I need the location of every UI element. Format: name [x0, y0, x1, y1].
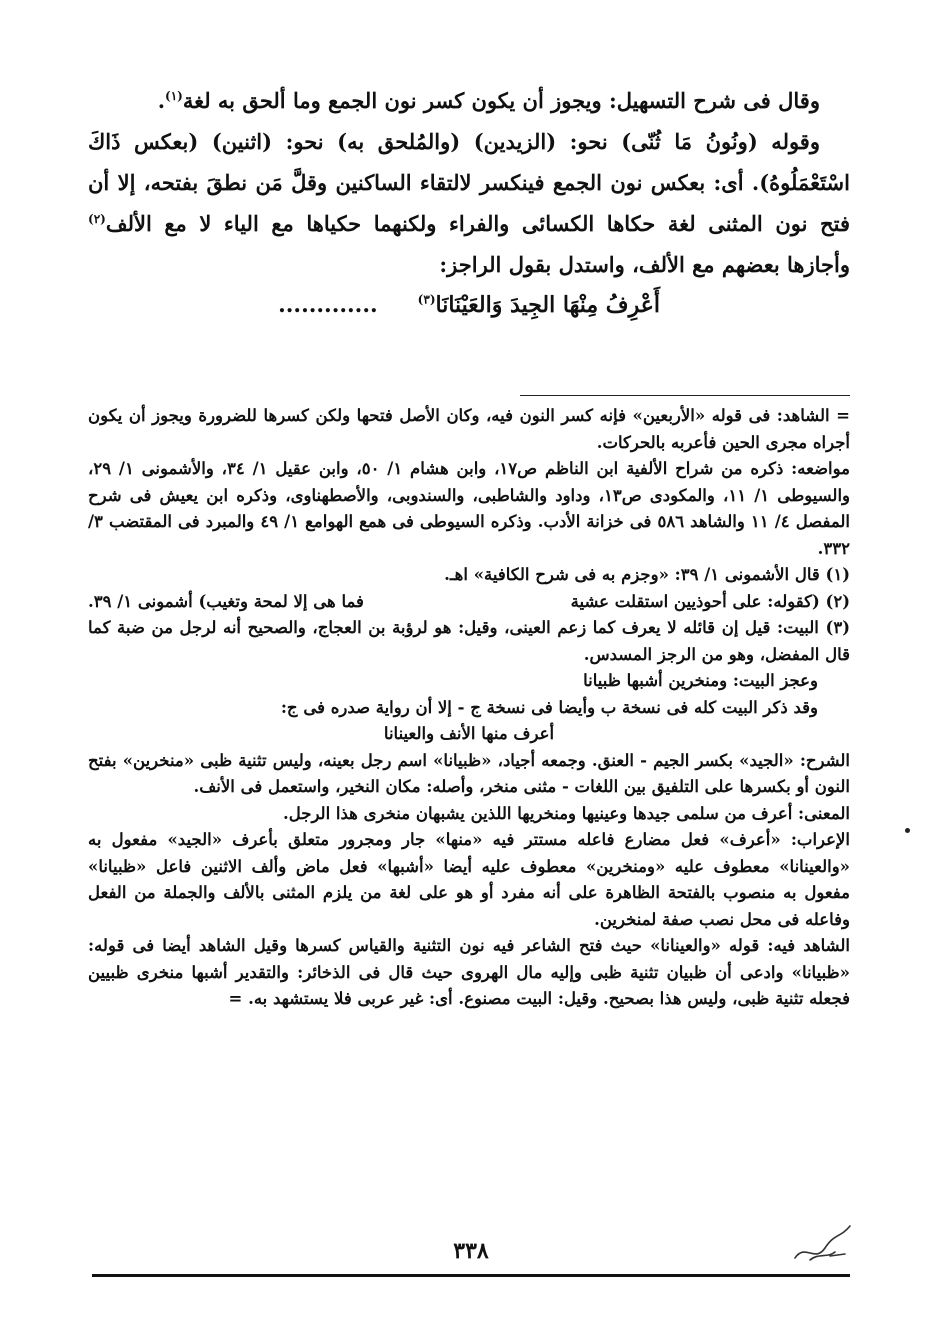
note-sharh: الشرح: «الجيد» بكسر الجيم - العنق. وجمعه أجياد، «ظبيانا» اسم رجل بعينه، وليس تثنية ظبى «منخرين» بفتح النون أو بكسرها على التلفيق بين اللغات - مثنى منخر، وأصله: مكان النخير، واستعمل فى الأنف.: [88, 750, 850, 796]
note-dhukir: وقد ذكر البيت كله فى نسخة ب وأيضا فى نسخة ج - إلا أن رواية صدره فى ج:: [280, 697, 818, 717]
footnote-ref-3: (٣): [417, 292, 436, 307]
footnote-separator: [520, 395, 850, 396]
note-irab: الإعراب: «أعرف» فعل مضارع فاعله مستتر فيه «منها» جار ومجرور متعلق بأعرف «الجيد» مفعول به «والعينانا» معطوف عليه «ومنخرين» معطوف عليه أيضا «أشبها» فعل ماض وألف الاثنين فاعل «ظبيانا» مفعول به منصوب بالفتحة الظاهرة على أنه مفرد أو هو على لغة من يلزم المثنى بالألف والجملة من الفعل وفاعله فى محل نصب صفة لمنخرين.: [88, 830, 850, 929]
footnote-ref-1: (١): [165, 89, 183, 103]
note-riwaya: أعرف منها الأنف والعينانا: [383, 724, 555, 743]
note-shahid: [88, 933, 850, 1013]
footnote-3: (٣) البيت: قيل إن قائله لا يعرف كما زعم العينى، وقيل: هو لرؤبة بن العجاج، والصحيح أنه لرجل من ضبة كما قال المفضل، وهو من الرجز المسدس.: [88, 618, 850, 664]
verse-dots: .............: [278, 292, 378, 318]
footnote-2: [88, 589, 850, 616]
handwritten-signature-icon: [790, 1218, 860, 1268]
continuation-mark: =: [228, 989, 243, 1008]
note-shahid-continued: = الشاهد: فى قوله «الأربعين» فإنه كسر النون فيه، وكان الأصل فتحها ولكن كسرها للضرورة ويجوز أن يكون أجراه مجرى الحين فأعربه بالحركات.: [88, 406, 850, 452]
footnotes: [88, 403, 850, 1013]
main-text: [88, 80, 850, 326]
verse-line: [88, 285, 850, 326]
footnote-2-hemistich-2: فما هى إلا لمحة وتغيب) أشمونى ١/ ٣٩.: [88, 591, 364, 611]
page-number: ٣٣٨: [453, 1238, 489, 1264]
footnote-2-hemistich-1: (٢) (كقوله: على أحوذيين استقلت عشية: [570, 591, 850, 611]
stray-dot-mark: [905, 828, 910, 833]
footnote-1: (١) قال الأشمونى ١/ ٣٩: «وجزم به فى شرح الكافية» اهـ.: [444, 565, 850, 584]
verse-text: أَعْرِفُ مِنْهَا الجِيدَ وَالعَيْنَانَا: [435, 292, 660, 318]
note-maana: المعنى: أعرف من سلمى جيدها وعينيها ومنخريها اللذين يشبهان منخرى هذا الرجل.: [283, 803, 850, 823]
main-paragraph-2-text: وقوله (ونُونُ مَا ثُنّى) نحو: (الزيدين) (والمُلحق به) نحو: (اثنين) (بعكس ذَاكَ اسْتَعْمَلُوهُ). أى: بعكس نون الجمع فينكسر لالتقاء الساكنين وقلَّ مَن نطقَ بفتحه، إلا أن فتح نون المثنى لغة حكاها الكسائى والفراء ولكنهما حكياها مع الياء لا مع الألف: [88, 129, 850, 236]
note-mawadi: مواضعه: ذكره من شراح الألفية ابن الناظم ص١٧، وابن هشام ١/ ٥٠، وابن عقيل ١/ ٣٤، والأشمونى ١/ ٢٩، والسيوطى ١/ ١١، والمكودى ص١٣، وداود والشاطبى، والسندوبى، والأصطهناوى، وذكره ابن يعيش فى شرح المفصل ٤/ ١١ والشاهد ٥٨٦ فى خزانة الأدب. وذكره السيوطى فى همع الهوامع ١/ ٤٩ والمبرد فى المقتضب ٣/ ٣٣٢.: [88, 459, 850, 558]
footnote-ref-2: (٢): [88, 212, 106, 226]
main-paragraph-2: [88, 121, 850, 285]
main-paragraph-2-end: وأجازها بعضهم مع الألف، واستدل بقول الراجز:: [439, 252, 850, 277]
bottom-rule: [92, 1274, 850, 1277]
note-ajuz: وعجز البيت: ومنخرين أشبها ظبيانا: [583, 671, 818, 690]
note-shahid-text: الشاهد فيه: قوله «والعينانا» حيث فتح الشاعر فيه نون التثنية والقياس كسرها وقيل الشاهد أيضا فى قوله: «ظبيانا» وادعى أن ظبيان تثنية ظبى وإليه مال الهروى حيث قال فى الذخائر: والتقدير أشبها منخرى ظبيين فجعله تثنية ظبى، وليس هذا بصحيح. وقيل: البيت مصنوع. أى: غير عربى فلا يستشهد به.: [88, 936, 850, 1008]
main-paragraph-1-end: .: [157, 88, 165, 113]
main-paragraph-1-text: وقال فى شرح التسهيل: ويجوز أن يكون كسر نون الجمع وما ألحق به لغة: [182, 88, 820, 113]
main-paragraph-1: [88, 80, 850, 121]
